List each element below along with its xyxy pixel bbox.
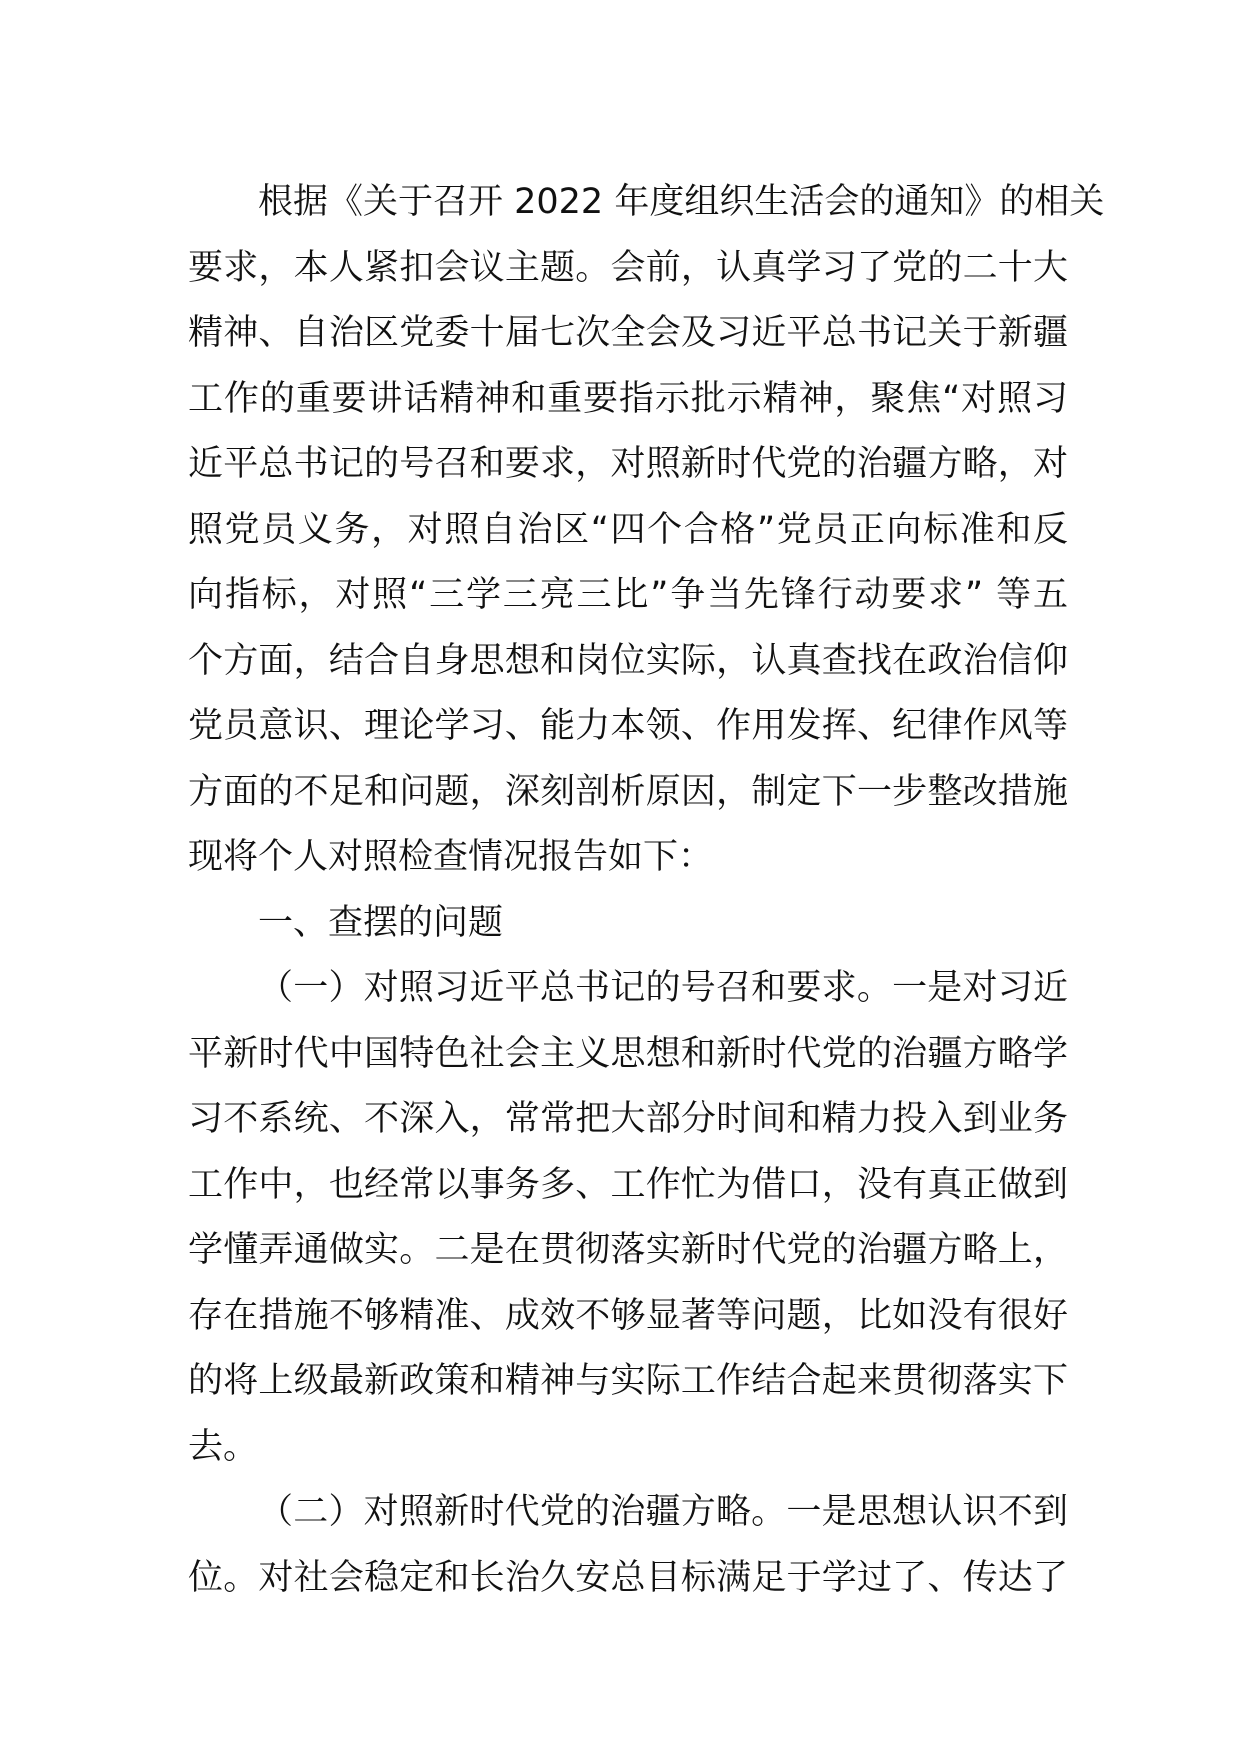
subsection-heading-line: （二）对照新时代党的治疆方略。一是思想认识不到 [258, 1492, 1068, 1532]
paragraph-line: 近平总书记的号召和要求，对照新时代党的治疆方略，对 [188, 444, 1068, 484]
paragraph-line: 工作的重要讲话精神和重要指示批示精神，聚焦“对照习 [188, 378, 1068, 419]
paragraph-line: 根据《关于召开 2022 年度组织生活会的通知》的相关 [258, 182, 1105, 222]
paragraph-line: 位。对社会稳定和长治久安总目标满足于学过了、传达了 [188, 1557, 1068, 1598]
paragraph-line: 党员意识、理论学习、能力本领、作用发挥、纪律作风等 [188, 706, 1068, 746]
paragraph-line: 习不系统、不深入，常常把大部分时间和精力投入到业务 [188, 1099, 1068, 1139]
paragraph-line: 个方面，结合自身思想和岗位实际，认真查找在政治信仰 [188, 640, 1068, 681]
paragraph-line: 平新时代中国特色社会主义思想和新时代党的治疆方略学 [188, 1033, 1068, 1074]
paragraph-line: 去。 [188, 1426, 259, 1467]
paragraph-line: 现将个人对照检查情况报告如下： [188, 837, 714, 877]
paragraph-line: 工作中，也经常以事务多、工作忙为借口，没有真正做到 [188, 1164, 1068, 1205]
paragraph-line: 学懂弄通做实。二是在贯彻落实新时代党的治疆方略上， [188, 1230, 1068, 1270]
section-heading: 一、查摆的问题 [258, 902, 504, 943]
document-body [188, 170, 1105, 1611]
subsection-heading-line: （一）对照习近平总书记的号召和要求。一是对习近 [258, 968, 1068, 1008]
paragraph-line: 存在措施不够精准、成效不够显著等问题，比如没有很好 [188, 1295, 1068, 1336]
paragraph-line: 的将上级最新政策和精神与实际工作结合起来贯彻落实下 [188, 1361, 1068, 1401]
paragraph-line: 方面的不足和问题，深刻剖析原因，制定下一步整改措施 [188, 771, 1068, 812]
paragraph-line: 向指标，对照“三学三亮三比”争当先锋行动要求” 等五 [188, 575, 1068, 615]
paragraph-line: 精神、自治区党委十届七次全会及习近平总书记关于新疆 [188, 313, 1068, 353]
paragraph-line: 照党员义务，对照自治区“四个合格”党员正向标准和反 [188, 509, 1068, 550]
paragraph-line: 要求，本人紧扣会议主题。会前，认真学习了党的二十大 [188, 247, 1068, 288]
